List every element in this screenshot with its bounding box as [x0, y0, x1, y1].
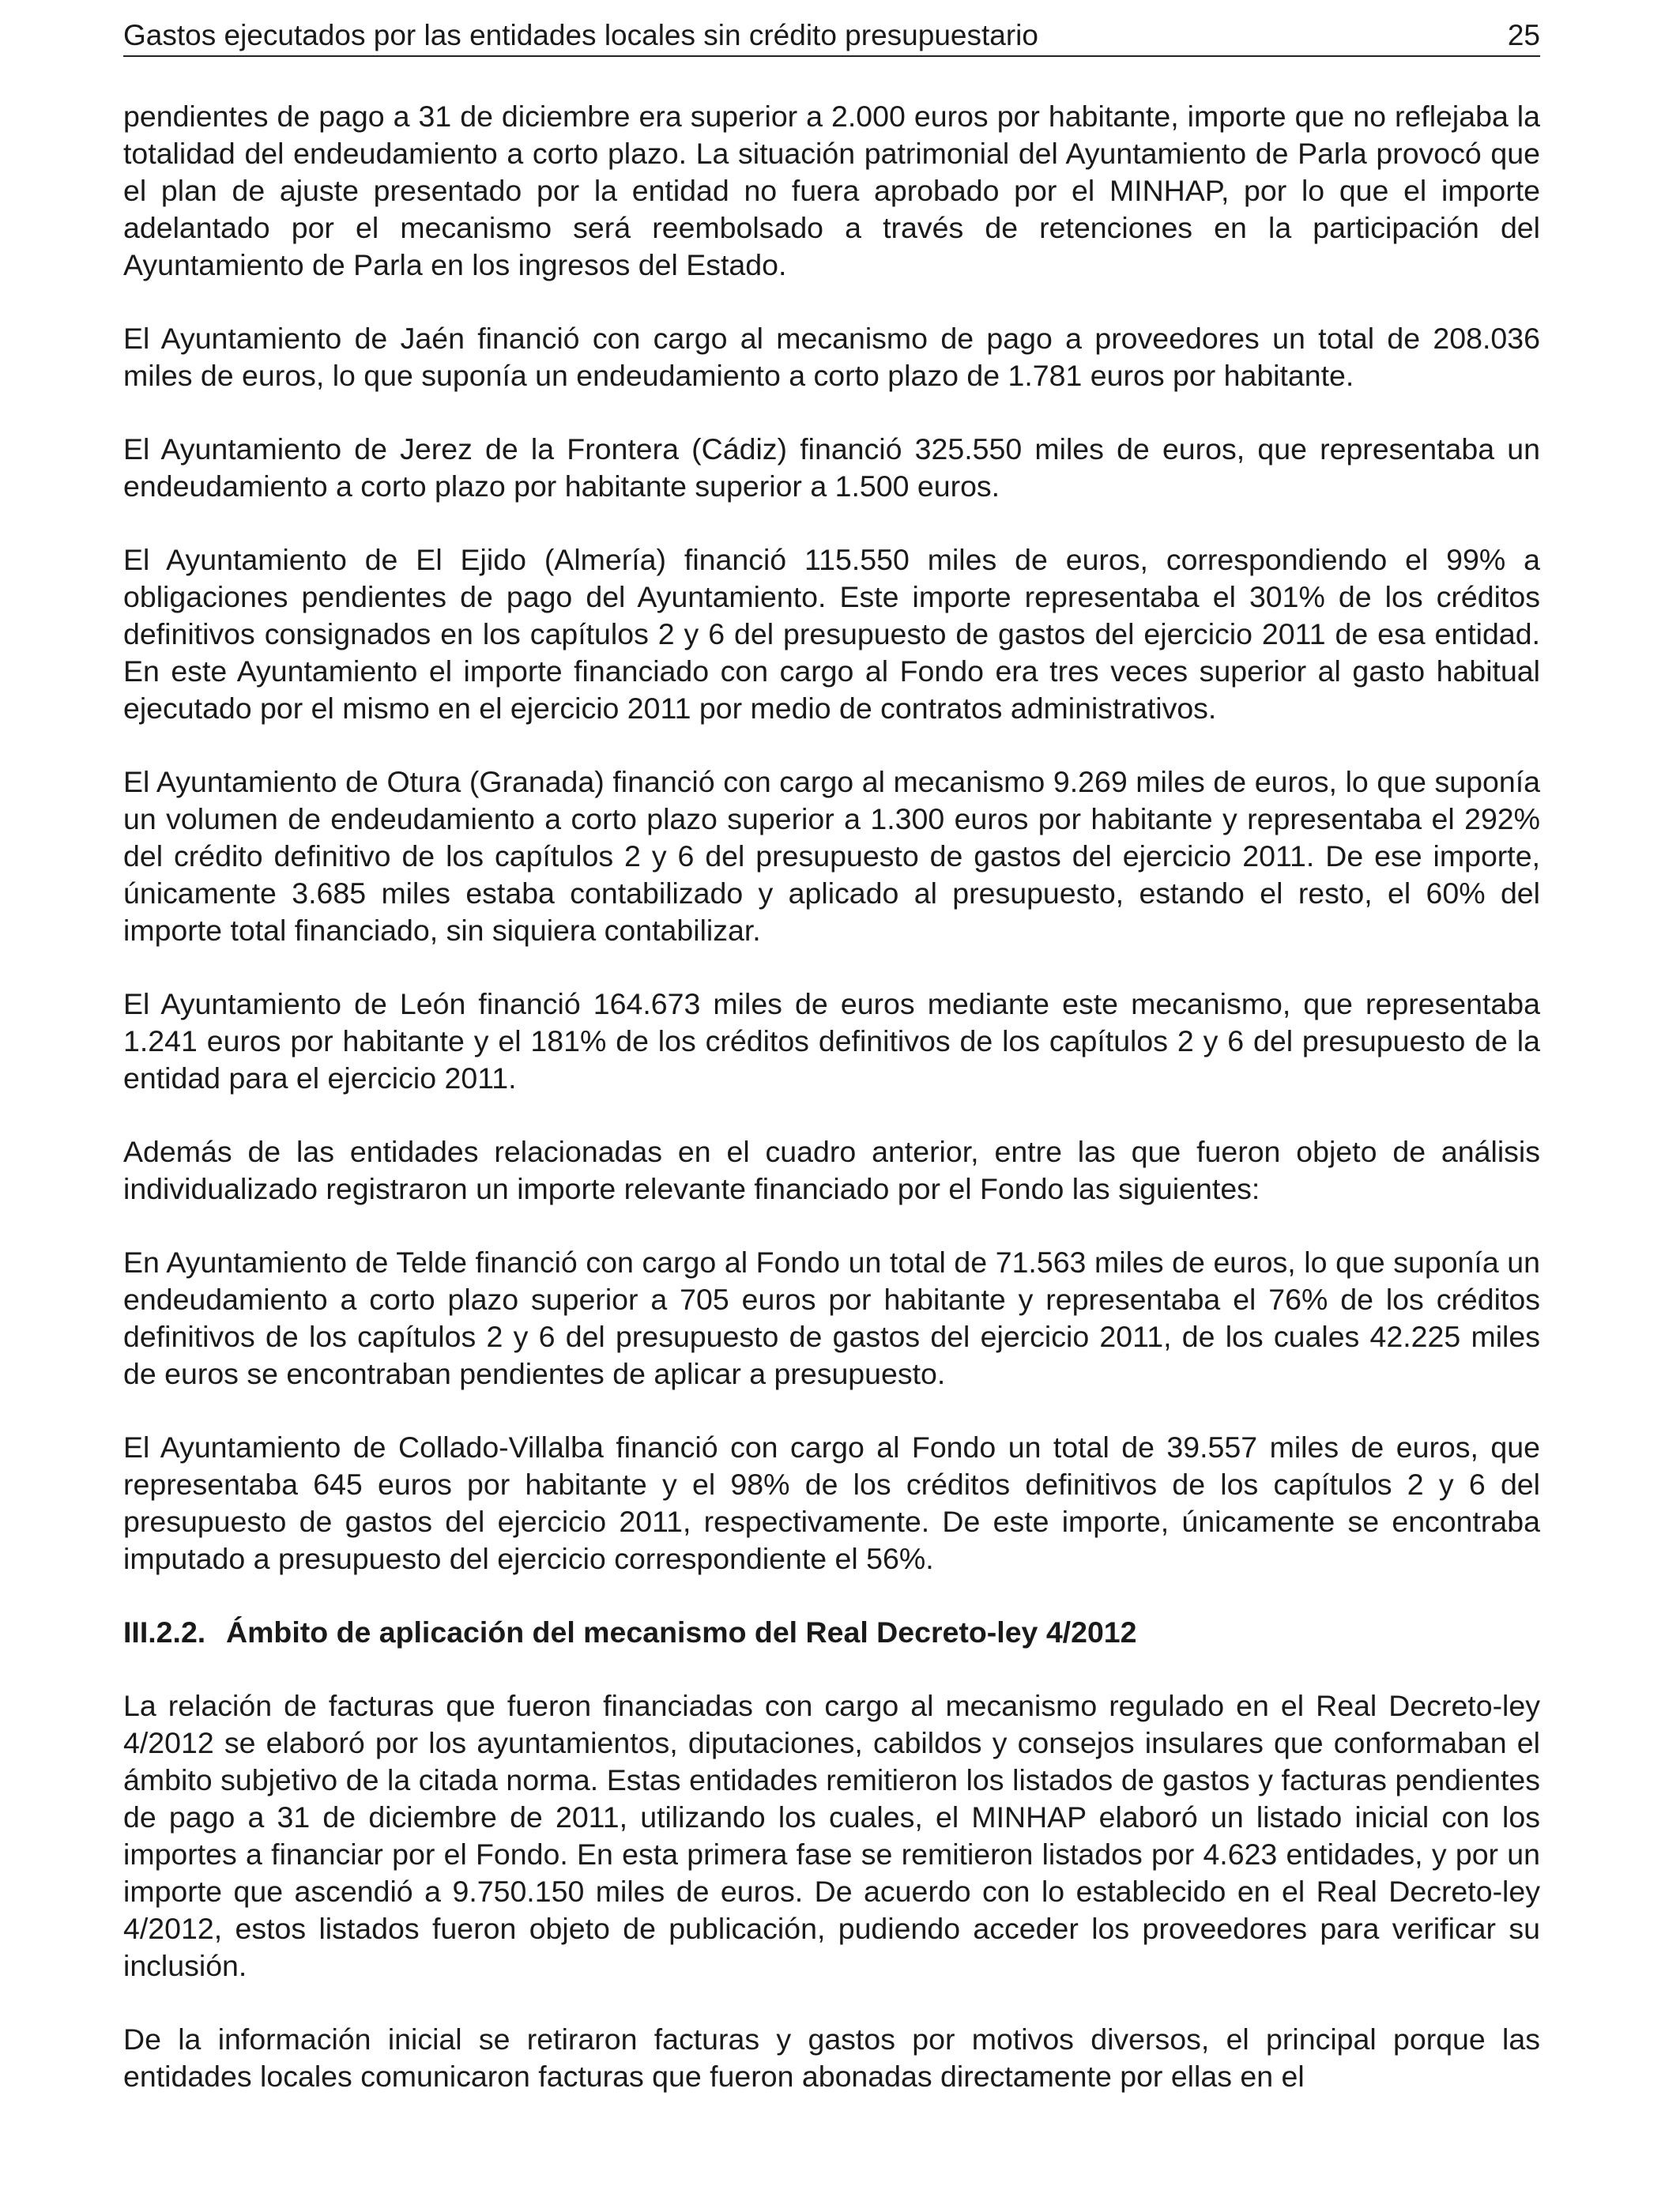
paragraph-otura: El Ayuntamiento de Otura (Granada) financió con cargo al mecanismo 9.269 miles de euros, lo que suponía un volumen de endeudamiento a corto plazo superior a 1.300 euros por habitante y representaba el 292% del crédito definitivo de los capítulos 2 y 6 del presupuesto de gastos del ejercicio 2011. De ese importe, únicamente 3.685 miles estaba contabilizado y aplicado al presupuesto, estando el resto, el 60% del importe total financiado, sin siquiera contabilizar. — [123, 765, 1540, 947]
paragraph-jerez: El Ayuntamiento de Jerez de la Frontera (Cádiz) financió 325.550 miles de euros, que representaba un endeudamiento a corto plazo por habitante superior a 1.500 euros. — [123, 432, 1540, 503]
page-number: 25 — [1507, 19, 1540, 51]
section-title: Ámbito de aplicación del mecanismo del Real Decreto-ley 4/2012 — [226, 1615, 1137, 1649]
paragraph-el-ejido: El Ayuntamiento de El Ejido (Almería) financió 115.550 miles de euros, correspondiendo el 99% a obligaciones pendientes de pago del Ayuntamiento. Este importe representaba el 301% de los créditos definitivos consignados en los capítulos 2 y 6 del presupuesto de gastos del ejercicio 2011 de esa entidad. En este Ayuntamiento el importe financiado con cargo al Fondo era tres veces superior al gasto habitual ejecutado por el mismo en el ejercicio 2011 por medio de contratos administrativos. — [123, 543, 1540, 725]
document-page — [123, 0, 1540, 2095]
section-number: III.2.2. — [123, 1615, 206, 1649]
section-heading — [123, 1614, 1540, 1651]
paragraph-jaen: El Ayuntamiento de Jaén financió con cargo al mecanismo de pago a proveedores un total de 208.036 miles de euros, lo que suponía un endeudamiento a corto plazo de 1.781 euros por habitante. — [123, 322, 1540, 392]
paragraph-other-entities: Además de las entidades relacionadas en el cuadro anterior, entre las que fueron objeto de análisis individualizado registraron un importe relevante financiado por el Fondo las siguientes: — [123, 1135, 1540, 1205]
running-header — [123, 0, 1540, 57]
header-title: Gastos ejecutados por las entidades locales sin crédito presupuestario — [123, 19, 1038, 51]
paragraph-collado-villalba: El Ayuntamiento de Collado-Villalba financió con cargo al Fondo un total de 39.557 miles de euros, que representaba 645 euros por habitante y el 98% de los créditos definitivos de los capítulos 2 y 6 del presupuesto de gastos del ejercicio 2011, respectivamente. De este importe, únicamente se encontraba imputado a presupuesto del ejercicio correspondiente el 56%. — [123, 1431, 1540, 1575]
paragraph-leon: El Ayuntamiento de León financió 164.673 miles de euros mediante este mecanismo, que representaba 1.241 euros por habitante y el 181% de los créditos definitivos de los capítulos 2 y 6 del presupuesto de la entidad para el ejercicio 2011. — [123, 987, 1540, 1095]
paragraph-telde: En Ayuntamiento de Telde financió con cargo al Fondo un total de 71.563 miles de euros, lo que suponía un endeudamiento a corto plazo superior a 705 euros por habitante y representaba el 76% de los créditos definitivos de los capítulos 2 y 6 del presupuesto de gastos del ejercicio 2011, de los cuales 42.225 miles de euros se encontraban pendientes de aplicar a presupuesto. — [123, 1246, 1540, 1390]
paragraph-informacion-inicial: De la información inicial se retiraron facturas y gastos por motivos diversos, el principal porque las entidades locales comunicaron facturas que fueron abonadas directamente por ellas en el — [123, 2022, 1540, 2093]
paragraph-facturas-relacion: La relación de facturas que fueron financiadas con cargo al mecanismo regulado en el Real Decreto-ley 4/2012 se elaboró por los ayuntamientos, diputaciones, cabildos y consejos insulares que conformaban el ámbito subjetivo de la citada norma. Estas entidades remitieron los listados de gastos y facturas pendientes de pago a 31 de diciembre de 2011, utilizando los cuales, el MINHAP elaboró un listado inicial con los importes a financiar por el Fondo. En esta primera fase se remitieron listados por 4.623 entidades, y por un importe que ascendió a 9.750.150 miles de euros. De acuerdo con lo establecido en el Real Decreto-ley 4/2012, estos listados fueron objeto de publicación, pudiendo acceder los proveedores para verificar su inclusión. — [123, 1689, 1540, 1982]
paragraph-parla: pendientes de pago a 31 de diciembre era superior a 2.000 euros por habitante, importe que no reflejaba la totalidad del endeudamiento a corto plazo. La situación patrimonial del Ayuntamiento de Parla provocó que el plan de ajuste presentado por la entidad no fuera aprobado por el MINHAP, por lo que el importe adelantado por el mecanismo será reembolsado a través de retenciones en la participación del Ayuntamiento de Parla en los ingresos del Estado. — [123, 100, 1540, 281]
document-body — [123, 98, 1540, 2095]
